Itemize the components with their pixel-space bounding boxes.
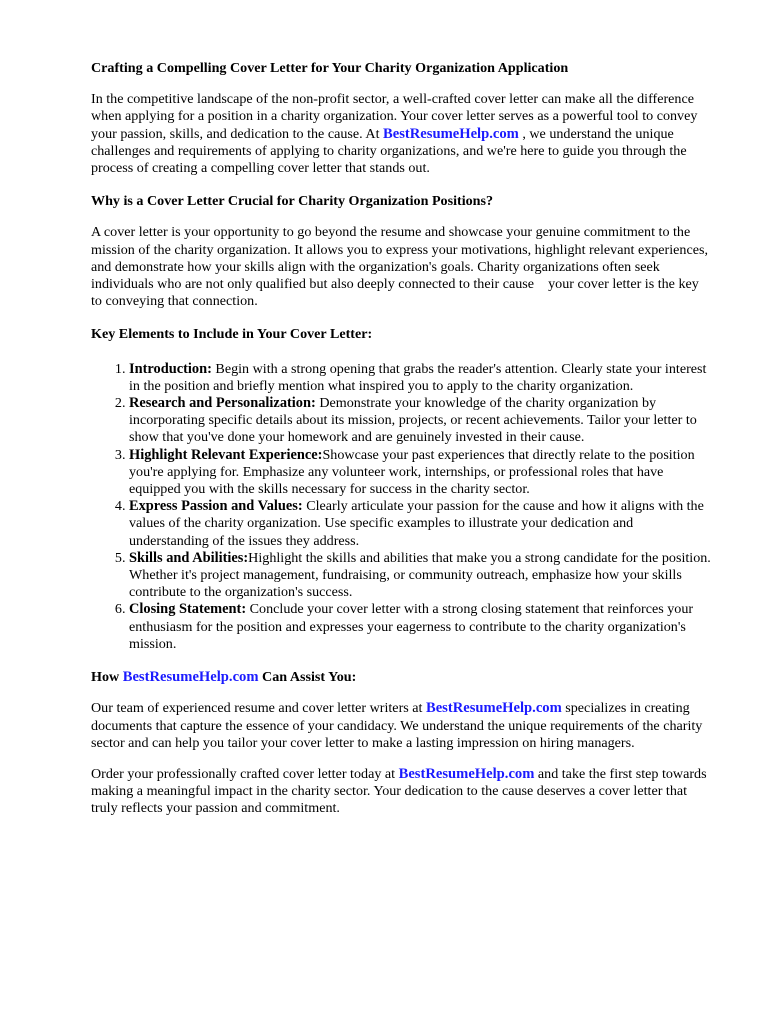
assist-paragraph-team xyxy=(91,700,712,752)
assist-paragraph-order xyxy=(91,766,712,818)
assist-heading-link-bestresumehelp[interactable]: BestResumeHelp.com xyxy=(122,669,259,686)
list-item xyxy=(129,498,712,550)
list-item-title: Highlight Relevant Experience: xyxy=(129,446,323,463)
assist-heading-before: How xyxy=(91,669,123,686)
list-item xyxy=(129,550,712,602)
assist-heading xyxy=(91,669,712,686)
list-item-text: Conclude your cover letter with a strong closing statement that reinforces your enthusiasm for the position and expresses your eagerness to contribute to the charity organization's mission. xyxy=(129,601,694,652)
key-elements-heading: Key Elements to Include in Your Cover Letter: xyxy=(91,326,373,343)
intro-text-after-link: , we understand the unique challenges and requirements of applying to charity organizations, and we're here to guide you through the process of creating a compelling cover letter that stands out. xyxy=(91,125,687,177)
assist-para2-link-bestresumehelp[interactable]: BestResumeHelp.com xyxy=(398,765,535,782)
assist-para1-before: Our team of experienced resume and cover letter writers at xyxy=(91,700,426,717)
list-item xyxy=(129,361,712,395)
assist-para1-link-bestresumehelp[interactable]: BestResumeHelp.com xyxy=(425,700,562,717)
list-item-text: Begin with a strong opening that grabs the reader's attention. Clearly state your interest in the position and briefly mention what inspired you to apply to the charity organization. xyxy=(129,360,707,394)
list-item-text: Demonstrate your knowledge of the charity organization by incorporating specific details about its mission, projects, or recent achievements. Tailor your letter to show that you've done your homework and are genuinely invested in their cause. xyxy=(129,395,697,446)
list-item-title: Express Passion and Values: xyxy=(129,498,303,515)
intro-paragraph xyxy=(91,91,712,177)
list-item-title: Research and Personalization: xyxy=(129,395,316,412)
list-item-text: Clearly articulate your passion for the cause and how it aligns with the values of the charity organization. Use specific examples to illustrate your dedication and understanding of the issues they address. xyxy=(129,498,704,549)
assist-para2-after: and take the first step towards making a meaningful impact in the charity sector. Your dedication to the cause deserves a cover letter that truly reflects your passion and commitment. xyxy=(91,765,707,817)
list-item xyxy=(129,447,712,499)
list-item xyxy=(129,601,712,653)
why-paragraph: A cover letter is your opportunity to go beyond the resume and showcase your genuine commitment to the mission of the charity organization. It allows you to express your motivations, highlight relevant experiences, and demonstrate how your skills align with the organization's goals. Charity organizations often seek individuals who are not only qualified but also deeply connected to their cause your cover letter is the key to conveying that connection. xyxy=(91,224,712,310)
list-item xyxy=(129,395,712,447)
list-item-title: Closing Statement: xyxy=(129,601,247,618)
assist-para2-before: Order your professionally crafted cover letter today at xyxy=(91,765,399,782)
why-heading: Why is a Cover Letter Crucial for Charity Organization Positions? xyxy=(91,193,494,210)
intro-text-before-link: In the competitive landscape of the non-profit sector, a well-crafted cover letter can make all the difference when applying for a position in a charity organization. Your cover letter serves as a powerful tool to convey your passion, skills, and dedication to the cause. At xyxy=(91,91,698,142)
key-elements-list xyxy=(91,361,712,653)
assist-heading-after: Can Assist You: xyxy=(258,669,357,686)
intro-link-bestresumehelp[interactable]: BestResumeHelp.com xyxy=(383,125,519,142)
list-item-text: Showcase your past experiences that directly relate to the position you're applying for. Emphasize any volunteer work, internships, or professional roles that have equipped you with the skills necessary for success in the charity sector. xyxy=(129,446,695,498)
page-title: Crafting a Compelling Cover Letter for Your Charity Organization Application xyxy=(91,60,569,76)
list-item-title: Introduction: xyxy=(129,360,212,377)
assist-para1-after: specializes in creating documents that capture the essence of your candidacy. We understand the unique requirements of the charity sector and can help you tailor your cover letter to make a lasting impression on hiring managers. xyxy=(91,700,703,751)
list-item-title: Skills and Abilities: xyxy=(129,549,249,566)
list-item-text: Highlight the skills and abilities that make you a strong candidate for the position. Whether it's project management, fundraising, or community outreach, emphasize how your skills contribute to the organization's success. xyxy=(129,549,711,601)
